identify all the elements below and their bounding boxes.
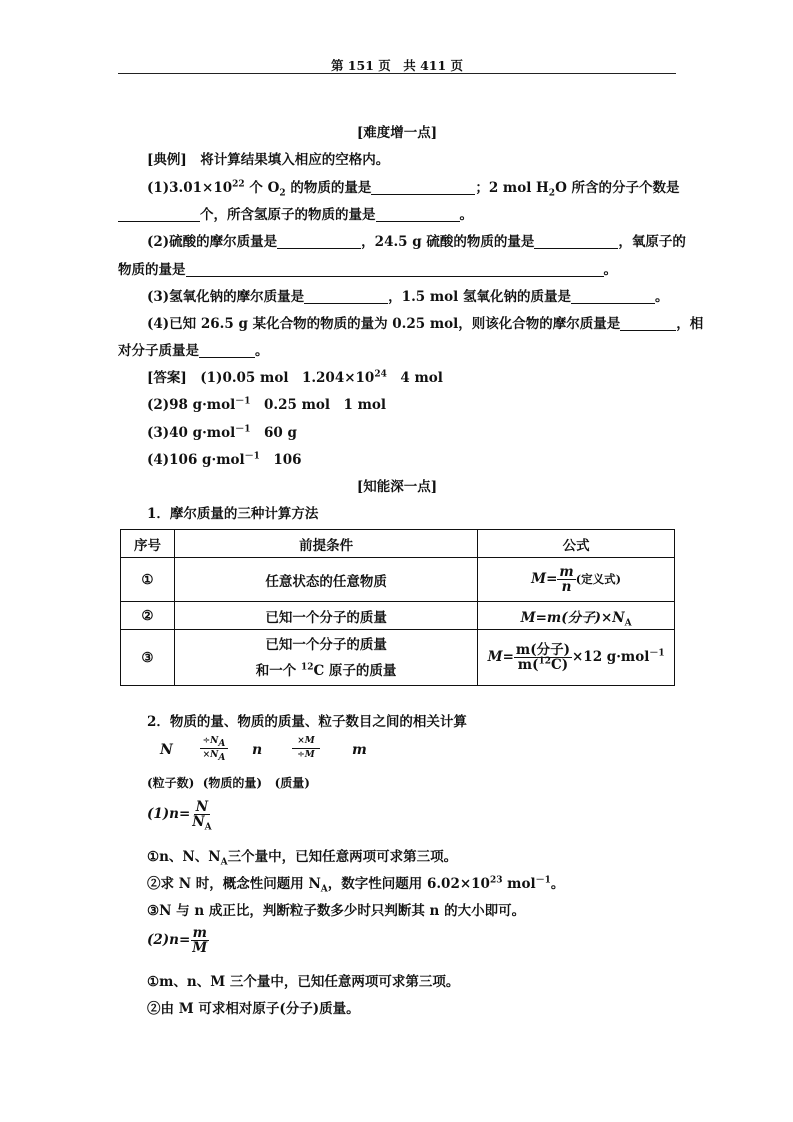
answer-4-exponent: －1: [244, 451, 260, 462]
table-row: [121, 602, 675, 630]
fraction-numerator: m(分子): [515, 641, 570, 658]
formula-1-note-3: ③N 与 n 成正比，判断粒子数多少时只判断其 n 的大小即可。: [147, 903, 526, 919]
q1-text-e: O 所含的分子个数是: [555, 180, 680, 196]
arrow-2-line: [292, 748, 320, 749]
formula-1-denominator: $N_A$: [192, 814, 212, 833]
molar-mass-methods-table: [120, 529, 675, 686]
answer-4-text: (4)106 g·mol: [147, 452, 245, 468]
formula-2-numerator: m: [192, 925, 207, 941]
diagram-labels: [147, 774, 310, 791]
formula-1-note-1: ①n、N、$N_A$三个量中，已知任意两项可求第三项。: [147, 849, 458, 868]
question-4-line-1: [147, 312, 703, 332]
arrow-2-top-label: ×M: [297, 736, 315, 746]
question-2-line-2: [118, 258, 617, 278]
diagram-n: n: [252, 742, 263, 758]
q2-text-b: ，24.5 g 硫酸的物质的量是: [361, 234, 535, 250]
formula-2: [147, 926, 209, 955]
answer-1-exponent: 24: [374, 369, 387, 380]
q3-text-a: (3)氢氧化钠的摩尔质量是: [147, 289, 305, 305]
condition-text: 和一个: [255, 662, 301, 679]
formula-2-note-2: ②由 M 可求相对原子(分子)质量。: [147, 1001, 360, 1017]
answer-3-exponent: －1: [235, 424, 251, 435]
isotope-superscript: 12: [300, 662, 314, 672]
row-number: ①: [121, 558, 175, 602]
q1-exponent: 22: [232, 179, 245, 190]
denominator-superscript: 12: [538, 656, 551, 667]
diagram-arrow-2: [288, 736, 324, 761]
diagram-N: N: [160, 742, 173, 758]
question-4-line-2: [118, 339, 269, 359]
answer-1-text-b: 4 mol: [386, 370, 443, 386]
formula-2-note-1: ①m、n、M 三个量中，已知任意两项可求第三项。: [147, 974, 460, 990]
formula-exponent: －1: [649, 648, 665, 659]
row-condition: [174, 630, 477, 686]
q1-blank-1[interactable]: [371, 180, 475, 195]
q3-blank-1[interactable]: [304, 289, 388, 304]
q3-period: 。: [654, 289, 669, 305]
table-header-formula: 公式: [478, 530, 675, 558]
question-3: [147, 285, 668, 305]
q3-blank-2[interactable]: [571, 289, 655, 304]
denominator-text: m(: [517, 657, 539, 673]
diagram-arrow-1: [196, 736, 232, 761]
row-formula: [478, 558, 675, 602]
row-condition: 任意状态的任意物质: [174, 558, 477, 602]
q1-blank-2[interactable]: [118, 207, 200, 222]
table-header-no: 序号: [121, 530, 175, 558]
section-heading-hard: [难度增一点]: [356, 125, 438, 141]
label-mass: (质量): [274, 776, 310, 790]
arrow-1-bottom-label: $\times N_A$: [202, 750, 226, 763]
row-number: ②: [121, 602, 175, 630]
header-divider: [118, 73, 676, 74]
question-1-line-1: [147, 176, 680, 199]
q4-text-a: (4)已知 26.5 g 某化合物的物质的量为 0.25 mol，则该化合物的摩尔质量是: [147, 316, 621, 332]
formula-1-fraction: [190, 799, 213, 833]
formula-2-denominator: M: [192, 940, 208, 957]
formula-2-fraction: [190, 926, 209, 955]
row-formula: [478, 630, 675, 686]
denominator-text-b: C): [550, 657, 569, 673]
row-formula: [478, 602, 675, 630]
example-tag: [典例]: [147, 152, 187, 168]
table-header-condition: 前提条件: [174, 530, 477, 558]
question-2-line-1: [147, 230, 686, 250]
answer-2: [147, 393, 386, 413]
fraction-denominator: n: [561, 579, 572, 595]
q3-text-b: ，1.5 mol 氢氧化钠的质量是: [388, 289, 571, 305]
q2-text-a: (2)硫酸的摩尔质量是: [147, 234, 278, 250]
formula-suffix: ×12 g·mol: [571, 649, 650, 665]
answer-2-text-b: 0.25 mol 1 mol: [250, 397, 386, 413]
formula-1-lhs: (1)n=: [147, 806, 191, 823]
diagram-m: m: [352, 742, 367, 758]
q2-period: 。: [603, 262, 617, 278]
label-amount: (物质的量): [202, 776, 263, 790]
question-1-line-2: [118, 203, 473, 223]
answer-1-text: (1)0.05 mol 1.204×10: [200, 370, 375, 386]
arrow-2-bottom-label: ÷M: [297, 750, 315, 760]
answer-3-text: (3)40 g·mol: [147, 425, 236, 441]
page-header: 第 151 页 共 411 页: [330, 58, 464, 73]
condition-line-1: 已知一个分子的质量: [265, 636, 387, 653]
condition-text-b: C 原子的质量: [313, 662, 397, 679]
formula-subscript: A: [624, 618, 632, 629]
q4-blank-2[interactable]: [199, 343, 255, 358]
answer-4-text-b: 106: [259, 452, 302, 468]
answer-1: [147, 366, 443, 386]
q1-blank-3[interactable]: [376, 207, 460, 222]
q1-text-b: 个 O: [244, 180, 280, 196]
q1-text-f: 个，所含氢原子的物质的量是: [200, 207, 376, 223]
table-header-row: [121, 530, 675, 558]
section-heading-deep: [知能深一点]: [356, 479, 438, 495]
answer-tag: [答案]: [147, 370, 187, 386]
q4-text-b: ，相: [676, 316, 704, 332]
example-text: 将计算结果填入相应的空格内。: [200, 152, 390, 168]
formula-1-note-2: ②求 N 时，概念性问题用 $N_A$，数字性问题用 $6.02\times 10^{23}$ mol$^{-1}$。: [147, 875, 565, 895]
answer-2-exponent: －1: [235, 396, 251, 407]
row-condition: 已知一个分子的质量: [174, 602, 477, 630]
answer-4: [147, 448, 302, 468]
q1-text-c: 的物质的量是: [285, 180, 372, 196]
fraction-denominator: [516, 658, 570, 672]
table-row: [121, 558, 675, 602]
q1-period: 。: [459, 207, 473, 223]
formula-lhs: M=: [487, 649, 514, 665]
arrow-1-top-label: $\div N_A$: [202, 736, 226, 749]
q1-subscript: 2: [279, 188, 286, 199]
formula-fraction: [557, 565, 575, 594]
q4-text-c: 对分子质量是: [118, 343, 199, 359]
answer-3-text-b: 60 g: [250, 425, 297, 441]
q2-text-c: ，氧原子的: [618, 234, 686, 250]
q1-text-d: ；2 mol H: [475, 180, 549, 196]
q2-blank-1[interactable]: [277, 234, 361, 249]
q2-text-d: 物质的量是: [118, 262, 186, 278]
formula-lhs: M=: [531, 571, 558, 587]
q2-blank-3[interactable]: [186, 262, 604, 277]
answer-3: [147, 421, 297, 441]
q1-text-a: (1)3.01×10: [147, 180, 233, 196]
formula-1-numerator: N: [195, 799, 209, 815]
q2-blank-2[interactable]: [534, 234, 618, 249]
point-2-title: 2．物质的量、物质的质量、粒子数目之间的相关计算: [147, 714, 467, 730]
formula-2-lhs: (2)n=: [147, 932, 191, 949]
point-1-title: 1．摩尔质量的三种计算方法: [147, 506, 319, 522]
answer-2-text: (2)98 g·mol: [147, 397, 236, 413]
label-particle-number: (粒子数): [147, 776, 195, 790]
q4-blank-1[interactable]: [620, 316, 676, 331]
row-number: ③: [121, 630, 175, 686]
table-row: [121, 630, 675, 686]
arrow-1-line: [200, 748, 228, 749]
example-intro: [147, 148, 389, 168]
q1-subscript-2: 2: [548, 188, 556, 199]
fraction-numerator: m: [559, 563, 574, 580]
formula-text: M=m(分子)×N: [520, 609, 625, 626]
q4-period: 。: [255, 343, 269, 359]
formula-suffix: (定义式): [575, 572, 622, 586]
condition-line-2: [175, 658, 477, 684]
formula-1: [147, 799, 214, 833]
formula-fraction: [514, 643, 572, 672]
